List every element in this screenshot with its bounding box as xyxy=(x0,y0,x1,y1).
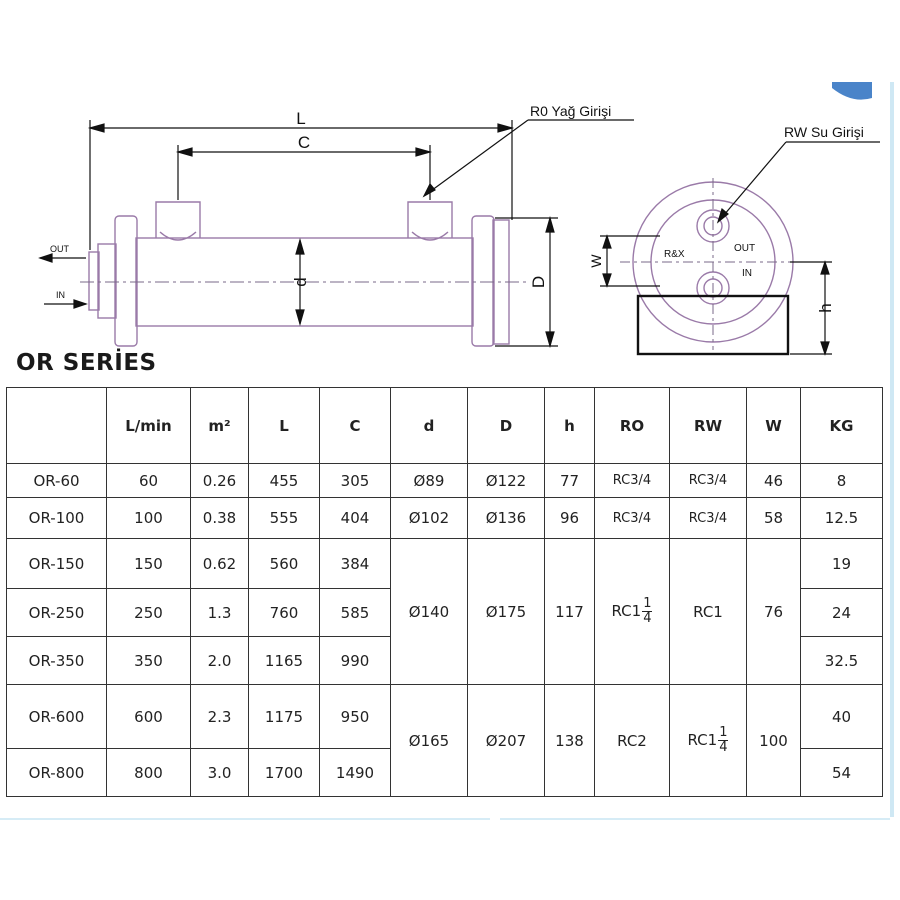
c-cell: 585 xyxy=(320,589,391,637)
header-cell: h xyxy=(545,388,595,464)
rw-whole: RC1 xyxy=(687,731,718,749)
table-row xyxy=(7,498,883,539)
header-cell: RW xyxy=(670,388,747,464)
in-left-label: IN xyxy=(56,290,65,300)
c-cell: 384 xyxy=(320,539,391,589)
h-cell: 138 xyxy=(545,685,595,797)
table-row xyxy=(7,685,883,749)
model-cell: OR-350 xyxy=(7,637,107,685)
c-cell: 990 xyxy=(320,637,391,685)
in-end-label: IN xyxy=(742,268,752,279)
h-cell: 96 xyxy=(545,498,595,539)
flow-cell: 150 xyxy=(107,539,191,589)
spec-table xyxy=(6,387,883,797)
flow-cell: 600 xyxy=(107,685,191,749)
area-cell: 0.62 xyxy=(191,539,249,589)
out-end-label: OUT xyxy=(734,243,756,254)
model-cell: OR-150 xyxy=(7,539,107,589)
series-title: OR SERİES xyxy=(16,350,157,376)
model-cell: OR-600 xyxy=(7,685,107,749)
ro-whole: RC1 xyxy=(611,602,642,620)
length-cell: 760 xyxy=(249,589,320,637)
corner-decoration xyxy=(832,82,872,100)
ro-cell: RC3/4 xyxy=(595,498,670,539)
rx-label: R&X xyxy=(664,249,685,260)
ro-cell: RC3/4 xyxy=(595,464,670,498)
dim-D-label: D xyxy=(529,275,548,289)
d-cell: Ø140 xyxy=(391,539,468,685)
ro-numerator: 1 xyxy=(643,596,652,611)
header-cell: C xyxy=(320,388,391,464)
d-cell: Ø89 xyxy=(391,464,468,498)
length-cell: 1165 xyxy=(249,637,320,685)
ro-fraction xyxy=(642,597,652,626)
length-cell: 1700 xyxy=(249,749,320,797)
dim-L-label: L xyxy=(296,109,306,128)
c-cell: 305 xyxy=(320,464,391,498)
d-cell: Ø102 xyxy=(391,498,468,539)
right-port xyxy=(408,202,452,238)
dim-C-label: C xyxy=(297,133,311,152)
c-cell: 1490 xyxy=(320,749,391,797)
area-cell: 0.26 xyxy=(191,464,249,498)
w-cell: 76 xyxy=(747,539,801,685)
rw-cell: RC3/4 xyxy=(670,498,747,539)
rw-cell: RC3/4 xyxy=(670,464,747,498)
length-cell: 560 xyxy=(249,539,320,589)
table-row xyxy=(7,464,883,498)
header-cell: d xyxy=(391,388,468,464)
left-flange xyxy=(115,216,137,346)
area-cell: 3.0 xyxy=(191,749,249,797)
kg-cell: 8 xyxy=(801,464,883,498)
kg-cell: 24 xyxy=(801,589,883,637)
area-cell: 2.0 xyxy=(191,637,249,685)
rw-fraction xyxy=(718,726,728,755)
length-cell: 1175 xyxy=(249,685,320,749)
w-cell: 58 xyxy=(747,498,801,539)
model-cell: OR-800 xyxy=(7,749,107,797)
left-port xyxy=(156,202,200,238)
bottom-rule-right xyxy=(500,818,890,820)
rw-cell xyxy=(670,685,747,797)
model-cell: OR-60 xyxy=(7,464,107,498)
c-cell: 404 xyxy=(320,498,391,539)
w-cell: 46 xyxy=(747,464,801,498)
ro-denominator: 4 xyxy=(643,611,652,626)
area-cell: 0.38 xyxy=(191,498,249,539)
table-row xyxy=(7,539,883,589)
header-cell xyxy=(7,388,107,464)
flow-cell: 250 xyxy=(107,589,191,637)
flow-cell: 100 xyxy=(107,498,191,539)
header-cell: KG xyxy=(801,388,883,464)
model-cell: OR-250 xyxy=(7,589,107,637)
h-cell: 77 xyxy=(545,464,595,498)
header-cell: D xyxy=(468,388,545,464)
header-cell: L xyxy=(249,388,320,464)
h-cell: 117 xyxy=(545,539,595,685)
table-header-row xyxy=(7,388,883,464)
ro-cell xyxy=(595,539,670,685)
c-cell: 950 xyxy=(320,685,391,749)
rw-cell: RC1 xyxy=(670,539,747,685)
technical-drawing xyxy=(0,0,900,360)
D-cell: Ø136 xyxy=(468,498,545,539)
rw-numerator: 1 xyxy=(719,725,728,740)
area-cell: 2.3 xyxy=(191,685,249,749)
length-cell: 555 xyxy=(249,498,320,539)
right-flange xyxy=(472,216,494,346)
kg-cell: 54 xyxy=(801,749,883,797)
model-cell: OR-100 xyxy=(7,498,107,539)
dim-d-label: d xyxy=(291,277,310,287)
header-cell: RO xyxy=(595,388,670,464)
out-left-label: OUT xyxy=(50,244,69,254)
flow-cell: 800 xyxy=(107,749,191,797)
rw-label: RW Su Girişi xyxy=(784,124,864,140)
header-cell: m² xyxy=(191,388,249,464)
flow-cell: 60 xyxy=(107,464,191,498)
flow-cell: 350 xyxy=(107,637,191,685)
kg-cell: 40 xyxy=(801,685,883,749)
page-side-rule xyxy=(890,82,894,817)
kg-cell: 12.5 xyxy=(801,498,883,539)
ro-label: R0 Yağ Girişi xyxy=(530,103,612,119)
length-cell: 455 xyxy=(249,464,320,498)
ro-cell: RC2 xyxy=(595,685,670,797)
kg-cell: 32.5 xyxy=(801,637,883,685)
header-cell: L/min xyxy=(107,388,191,464)
bottom-rule-left xyxy=(0,818,490,820)
D-cell: Ø207 xyxy=(468,685,545,797)
d-cell: Ø165 xyxy=(391,685,468,797)
dim-W-label: W xyxy=(588,254,604,268)
header-cell: W xyxy=(747,388,801,464)
D-cell: Ø175 xyxy=(468,539,545,685)
D-cell: Ø122 xyxy=(468,464,545,498)
dim-h-label: h xyxy=(816,303,835,313)
w-cell: 100 xyxy=(747,685,801,797)
area-cell: 1.3 xyxy=(191,589,249,637)
rw-denominator: 4 xyxy=(719,740,728,755)
kg-cell: 19 xyxy=(801,539,883,589)
